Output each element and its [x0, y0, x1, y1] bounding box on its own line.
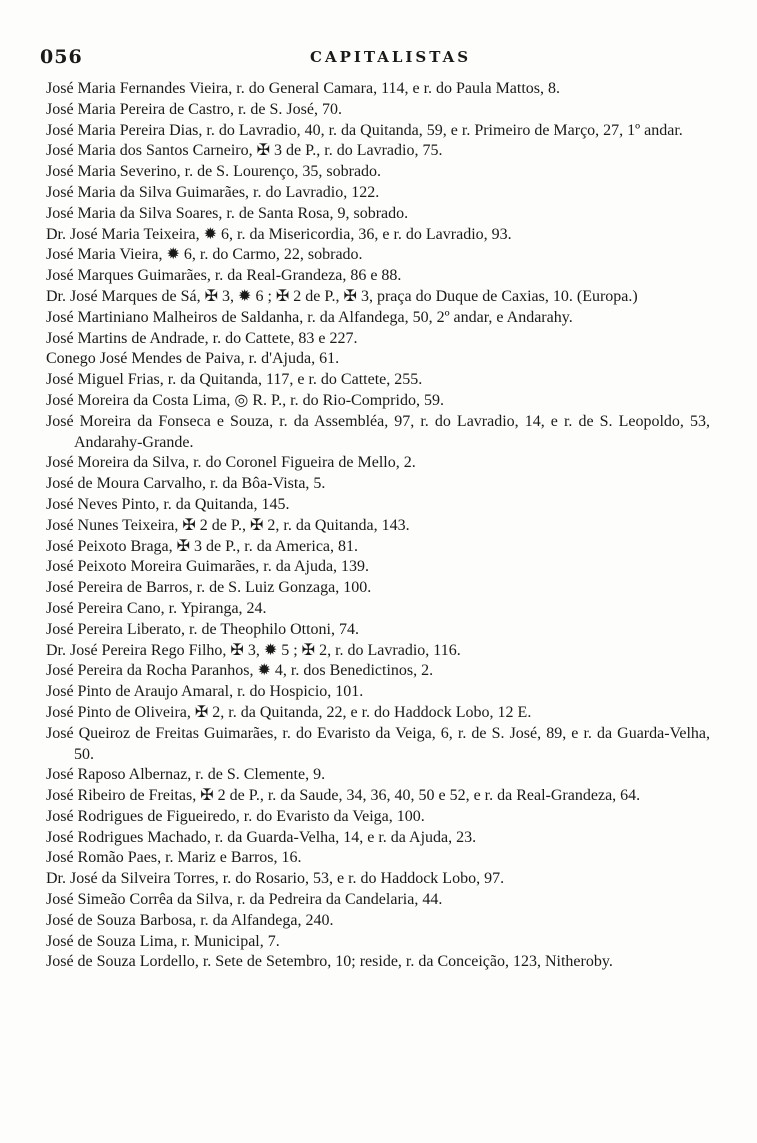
directory-entry: José de Souza Lordello, r. Sete de Setembro, 10; reside, r. da Conceição, 123, Nitheroby.	[46, 953, 613, 971]
directory-entry: Dr. José Maria Teixeira, ✹ 6, r. da Misericordia, 36, e r. do Lavradio, 93.	[46, 225, 512, 243]
directory-entry: José Maria dos Santos Carneiro, ✠ 3 de P., r. do Lavradio, 75.	[46, 142, 443, 160]
directory-entry: José Pereira da Rocha Paranhos, ✹ 4, r. dos Benedictinos, 2.	[46, 662, 434, 680]
directory-entry: José Maria Severino, r. de S. Lourenço, 35, sobrado.	[46, 163, 382, 181]
directory-entry: José Maria Vieira, ✹ 6, r. do Carmo, 22, sobrado.	[46, 246, 363, 264]
directory-entry: José Maria da Silva Guimarães, r. do Lavradio, 122.	[46, 183, 380, 201]
directory-entry: Dr. José da Silveira Torres, r. do Rosario, 53, e r. do Haddock Lobo, 97.	[46, 870, 505, 888]
capitalist-entry-list	[46, 79, 710, 973]
directory-entry: José Simeão Corrêa da Silva, r. da Pedreira da Candelaria, 44.	[46, 891, 443, 909]
directory-entry: José Pereira de Barros, r. de S. Luiz Gonzaga, 100.	[46, 579, 372, 597]
page-number: 056	[40, 46, 83, 68]
directory-entry: José Pereira Liberato, r. de Theophilo Ottoni, 74.	[46, 620, 359, 638]
directory-entry: José Rodrigues de Figueiredo, r. do Evaristo da Veiga, 100.	[46, 807, 425, 825]
directory-entry: José de Moura Carvalho, r. da Bôa-Vista, 5.	[46, 475, 326, 493]
directory-entry: José Miguel Frias, r. da Quitanda, 117, e r. do Cattete, 255.	[46, 371, 423, 389]
directory-entry: José Raposo Albernaz, r. de S. Clemente, 9.	[46, 766, 326, 784]
directory-entry: José Rodrigues Machado, r. da Guarda-Velha, 14, e r. da Ajuda, 23.	[46, 828, 477, 846]
directory-entry: José Moreira da Costa Lima, ◎ R. P., r. do Rio-Comprido, 59.	[46, 391, 444, 409]
directory-entry: José Martiniano Malheiros de Saldanha, r. da Alfandega, 50, 2º andar, e Andarahy.	[46, 308, 573, 326]
directory-entry: José Maria Pereira de Castro, r. de S. José, 70.	[46, 100, 342, 118]
directory-entry: José Pinto de Oliveira, ✠ 2, r. da Quitanda, 22, e r. do Haddock Lobo, 12 E.	[46, 703, 532, 721]
directory-entry: José de Souza Lima, r. Municipal, 7.	[46, 932, 280, 950]
directory-entry: José Neves Pinto, r. da Quitanda, 145.	[46, 495, 290, 513]
directory-entry: José Martins de Andrade, r. do Cattete, 83 e 227.	[46, 329, 358, 347]
directory-entry: José Peixoto Braga, ✠ 3 de P., r. da America, 81.	[46, 537, 359, 555]
directory-entry: Conego José Mendes de Paiva, r. d'Ajuda, 61.	[46, 350, 340, 368]
directory-entry: José Maria Pereira Dias, r. do Lavradio, 40, r. da Quitanda, 59, e r. Primeiro de Março, 27, 1º andar.	[46, 121, 683, 139]
directory-entry: Dr. José Pereira Rego Filho, ✠ 3, ✹ 5 ; ✠ 2, r. do Lavradio, 116.	[46, 641, 461, 659]
directory-entry: José Romão Paes, r. Mariz e Barros, 16.	[46, 849, 302, 867]
directory-entry: José Maria Fernandes Vieira, r. do General Camara, 114, e r. do Paula Mattos, 8.	[46, 80, 561, 97]
directory-entry: José Peixoto Moreira Guimarães, r. da Ajuda, 139.	[46, 558, 370, 576]
running-head-title: CAPITALISTAS	[310, 48, 472, 66]
directory-entry: José Moreira da Silva, r. do Coronel Figueira de Mello, 2.	[46, 454, 416, 472]
directory-entry: José Pinto de Araujo Amaral, r. do Hospicio, 101.	[46, 683, 364, 701]
directory-entry: José Ribeiro de Freitas, ✠ 2 de P., r. da Saude, 34, 36, 40, 50 e 52, e r. da Real-Grandeza, 64.	[46, 787, 641, 805]
directory-entry: José de Souza Barbosa, r. da Alfandega, 240.	[46, 911, 334, 929]
directory-entry: José Marques Guimarães, r. da Real-Grandeza, 86 e 88.	[46, 267, 402, 285]
directory-entry: José Moreira da Fonseca e Souza, r. da Assembléa, 97, r. do Lavradio, 14, e r. de S. Leopoldo, 53, Andarahy-Grande.	[46, 412, 710, 451]
page-header	[40, 46, 720, 72]
directory-entry: José Nunes Teixeira, ✠ 2 de P., ✠ 2, r. da Quitanda, 143.	[46, 516, 410, 534]
directory-entry: José Pereira Cano, r. Ypiranga, 24.	[46, 599, 267, 617]
directory-entry: José Maria da Silva Soares, r. de Santa Rosa, 9, sobrado.	[46, 204, 409, 222]
directory-entry: Dr. José Marques de Sá, ✠ 3, ✹ 6 ; ✠ 2 de P., ✠ 3, praça do Duque de Caxias, 10. (Europa.)	[46, 287, 638, 305]
directory-entry: José Queiroz de Freitas Guimarães, r. do Evaristo da Veiga, 6, r. de S. José, 89, e r. da Guarda-Velha, 50.	[46, 724, 710, 763]
